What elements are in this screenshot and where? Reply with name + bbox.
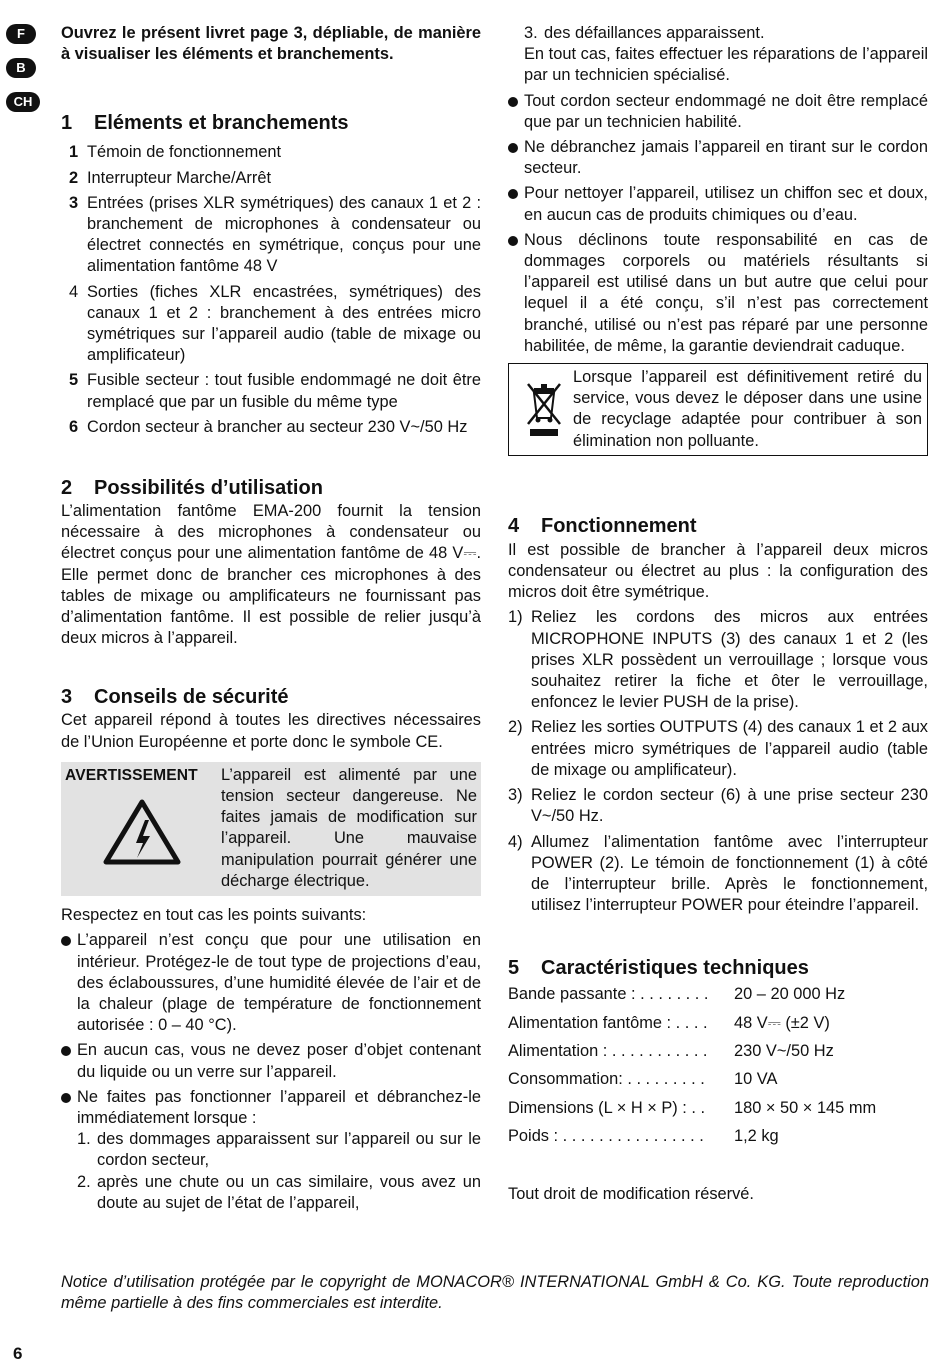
recycling-box bbox=[508, 363, 928, 456]
intro-text: Ouvrez le présent livret page 3, dépliable, de manière à visualiser les éléments et branchements. bbox=[61, 24, 481, 64]
respect-text: Respectez en tout cas les points suivants: bbox=[61, 906, 367, 925]
steps-list bbox=[508, 607, 928, 916]
page-number: 6 bbox=[13, 1344, 23, 1363]
list-item: 6 Cordon secteur à brancher au secteur 230 V~/50 Hz bbox=[69, 417, 468, 436]
specs-table bbox=[508, 984, 928, 1154]
table-row: Alimentation fantôme : . . . . 48 V⎓ (±2 V) bbox=[508, 1013, 830, 1032]
list-item: 3 Entrées (prises XLR symétriques) des canaux 1 et 2 : branchement de microphones à condensateur ou électret connectés en symétrique, conçus pour une alimentation fantôme 48 V bbox=[69, 193, 481, 276]
sub-item: 2. après une chute ou un cas similaire, vous avez un doute au sujet de l’état de l’appareil, bbox=[77, 1172, 481, 1212]
copyright-note: Notice d’utilisation protégée par le copyright de MONACOR® INTERNATIONAL GmbH & Co. KG. Toute reproduction même partielle à des fins commerciales est interdite. bbox=[61, 1273, 929, 1313]
sub-item: 1. des dommages apparaissent sur l’appareil ou sur le cordon secteur, bbox=[77, 1130, 481, 1170]
repair-note: En tout cas, faites effectuer les réparations de l’appareil par un technicien spécialisé. bbox=[524, 45, 928, 85]
recycling-text: Lorsque l’appareil est définitivement retiré du service, vous devez le déposer dans une usine de recyclage adaptée pour contribuer à son élimination non polluante. bbox=[573, 368, 922, 450]
right-column bbox=[508, 23, 928, 1205]
section-3-heading: 3 Conseils de sécurité bbox=[61, 686, 289, 709]
bullet-icon bbox=[61, 930, 77, 1036]
bullet-item: Ne débranchez jamais l’appareil en tirant sur le cordon secteur. bbox=[508, 137, 928, 179]
section-3-text: Cet appareil répond à toutes les directives nécessaires de l’Union Européenne et porte donc le symbole CE. bbox=[61, 711, 481, 751]
language-badge-f: F bbox=[6, 24, 36, 44]
bullet-item: Tout cordon secteur endommagé ne doit être remplacé que par un technicien habilité. bbox=[508, 91, 928, 133]
language-badge-b: B bbox=[6, 58, 36, 78]
section-4-heading: 4 Fonctionnement bbox=[508, 514, 697, 537]
section-1-heading: 1 Eléments et branchements bbox=[61, 112, 349, 135]
list-item: 1 Témoin de fonctionnement bbox=[69, 143, 282, 162]
bullet-icon bbox=[61, 1040, 77, 1082]
list-item: 5 Fusible secteur : tout fusible endommagé ne doit être remplacé que par un fusible du même type bbox=[69, 371, 481, 411]
crossed-bin-icon bbox=[515, 367, 573, 452]
warning-box bbox=[61, 762, 481, 896]
elements-list bbox=[61, 142, 481, 438]
section-2-text: L’alimentation fantôme EMA-200 fournit la tension nécessaire à des microphones à condensateur ou électret conçus pour une alimentation fantôme de 48 V⎓. Elle permet donc de brancher ces microphones à des tables de mixage ou amplificateurs ne fournissant pas d’alimentation fantôme. Il est possible de relier jusqu’à deux micros à l’appareil. bbox=[61, 502, 481, 648]
language-badge-ch: CH bbox=[6, 92, 40, 112]
table-row: Alimentation : . . . . . . . . . . . 230 V~/50 Hz bbox=[508, 1041, 834, 1060]
bullet-item: Pour nettoyer l’appareil, utilisez un chiffon sec et doux, en aucun cas de produits chimiques ou d’eau. bbox=[508, 183, 928, 225]
bullet-icon bbox=[508, 91, 524, 133]
table-row: Poids : . . . . . . . . . . . . . . . . 1,2 kg bbox=[508, 1126, 779, 1145]
list-item: 3) Reliez le cordon secteur (6) à une prise secteur 230 V~/50 Hz. bbox=[508, 786, 928, 826]
bullet-item: En aucun cas, vous ne devez poser d’objet contenant du liquide ou un verre sur l’appareil. bbox=[61, 1040, 481, 1082]
bullet-icon bbox=[508, 137, 524, 179]
section-2-heading: 2 Possibilités d’utilisation bbox=[61, 477, 323, 500]
list-item: 2 Interrupteur Marche/Arrêt bbox=[69, 168, 272, 187]
warning-label: AVERTISSEMENT bbox=[65, 766, 198, 784]
table-row: Consommation: . . . . . . . . . 10 VA bbox=[508, 1070, 778, 1089]
bullet-icon bbox=[508, 183, 524, 225]
left-column bbox=[61, 23, 481, 1214]
sub-item: 3. des défaillances apparaissent. bbox=[524, 24, 765, 42]
section-4-text: Il est possible de brancher à l’appareil deux micros condensateur ou électret au plus : la configuration des micros doit être symétrique. bbox=[508, 540, 928, 602]
bullet-icon bbox=[508, 230, 524, 357]
list-item: 1) Reliez les cordons des micros aux entrées MICROPHONE INPUTS (3) des canaux 1 et 2 (les prises XLR possèdent un verrouillage ; lorsque vous souhaitez retirer la fiche et ôter le verrouillage, enfoncez le levier PUSH de la prise). bbox=[508, 608, 928, 712]
bullet-icon bbox=[61, 1087, 77, 1129]
warning-text: L’appareil est alimenté par une tension secteur dangereuse. Ne faites jamais de modification sur l’appareil. Une mauvaise manipulation pourrait générer une décharge électrique. bbox=[221, 765, 477, 890]
bullet-item: Nous déclinons toute responsabilité en cas de dommages corporels ou matériels résultants si l’appareil est utilisé dans un but autre que celui pour lequel il a été conçu, s’il n’est pas correctement branché, utilisé ou n’est pas réparé par une personne habilitée, de même, la garantie deviendrait caduque. bbox=[508, 230, 928, 357]
list-item: 4) Allumez l’alimentation fantôme avec l’interrupteur POWER (2). Le témoin de fonctionnement (1) à côté de l’interrupteur brille. Après le fonctionnement, utilisez l’interrupteur POWER pour éteindre l’appareil. bbox=[508, 832, 928, 915]
modification-note: Tout droit de modification réservé. bbox=[508, 1185, 754, 1204]
bullet-item: Ne faites pas fonctionner l’appareil et débranchez-le immédiatement lorsque : bbox=[61, 1087, 481, 1129]
table-row: Dimensions (L × H × P) : . . 180 × 50 × 145 mm bbox=[508, 1098, 877, 1117]
bullet-item: L’appareil n’est conçu que pour une utilisation en intérieur. Protégez-le de tout type de projections d’eau, des éclaboussures, d’une humidité élevée de l’air et de la chaleur (plage de température de fonctionnement autorisée : 0 – 40 °C). bbox=[61, 930, 481, 1036]
list-item: 2) Reliez les sorties OUTPUTS (4) des canaux 1 et 2 aux entrées micro symétriques de l’appareil audio (table de mixage ou amplificateur). bbox=[508, 718, 928, 779]
section-5-heading: 5 Caractéristiques techniques bbox=[508, 957, 809, 980]
table-row: Bande passante : . . . . . . . . 20 – 20 000 Hz bbox=[508, 985, 846, 1004]
high-voltage-warning-icon bbox=[65, 798, 221, 872]
list-item: 4 Sorties (fiches XLR encastrées, symétriques) des canaux 1 et 2 : branchement à des entrées micro symétriques sur l’appareil audio (table de mixage ou amplificateur) bbox=[69, 282, 481, 365]
